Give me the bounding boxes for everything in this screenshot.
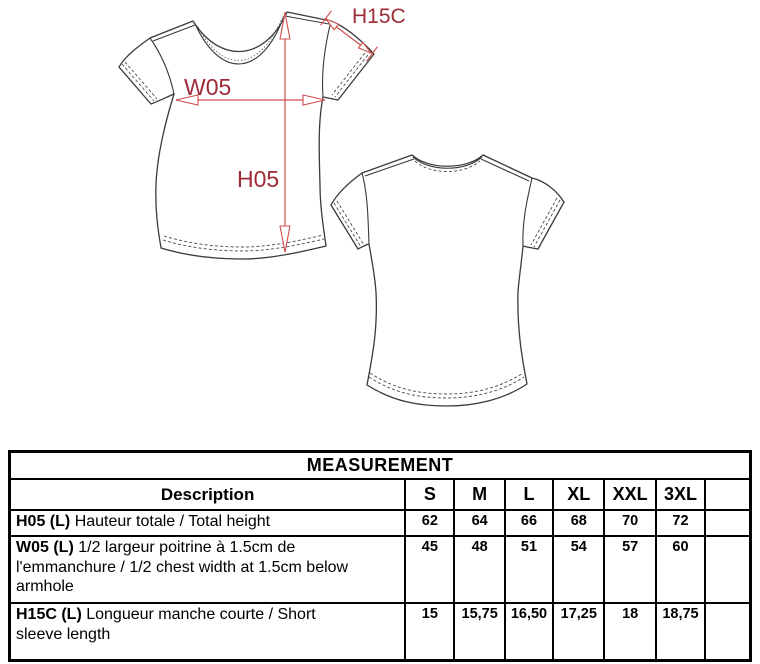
- column-header-s: S: [405, 479, 454, 510]
- column-header-empty: [705, 479, 750, 510]
- measure-description: Longueur manche courte / Short sleeve length: [16, 606, 316, 643]
- column-header-xxl: XXL: [604, 479, 655, 510]
- table-header-row: [10, 479, 751, 510]
- value-cell: 54: [553, 536, 604, 603]
- row-description: [10, 510, 406, 536]
- measure-description: 1/2 largeur poitrine à 1.5cm de l'emmanchure / 1/2 chest width at 1.5cm below armhole: [16, 539, 349, 596]
- measurement-table: [8, 450, 752, 662]
- value-cell: 66: [505, 510, 553, 536]
- value-cell: 45: [405, 536, 454, 603]
- value-cell: 70: [604, 510, 655, 536]
- value-cell: 62: [405, 510, 454, 536]
- value-cell: 18,75: [656, 603, 705, 660]
- table-row-h15c: [10, 603, 751, 660]
- value-cell: 15: [405, 603, 454, 660]
- value-cell: [705, 603, 750, 660]
- value-cell: 60: [656, 536, 705, 603]
- value-cell: 64: [454, 510, 504, 536]
- value-cell: 17,25: [553, 603, 604, 660]
- measure-code: W05 (L): [16, 539, 74, 556]
- h15c-label: H15C: [352, 5, 406, 28]
- h05-label: H05: [237, 166, 280, 192]
- row-description: [10, 536, 406, 603]
- column-header-l: L: [505, 479, 553, 510]
- row-description: [10, 603, 406, 660]
- value-cell: 16,50: [505, 603, 553, 660]
- column-header-description: Description: [10, 479, 406, 510]
- table-title: MEASUREMENT: [10, 452, 751, 480]
- value-cell: 72: [656, 510, 705, 536]
- value-cell: 18: [604, 603, 655, 660]
- value-cell: 68: [553, 510, 604, 536]
- table-row-w05: [10, 536, 751, 603]
- value-cell: [705, 510, 750, 536]
- measure-code: H05 (L): [16, 513, 71, 530]
- measure-code: H15C (L): [16, 606, 82, 623]
- value-cell: 48: [454, 536, 504, 603]
- value-cell: 15,75: [454, 603, 504, 660]
- column-header-3xl: 3XL: [656, 479, 705, 510]
- table-title-row: [10, 452, 751, 480]
- value-cell: 51: [505, 536, 553, 603]
- back-view: [331, 155, 564, 406]
- measure-description: Hauteur totale / Total height: [74, 513, 271, 530]
- value-cell: [705, 536, 750, 603]
- w05-label: W05: [184, 74, 232, 100]
- value-cell: 57: [604, 536, 655, 603]
- table-row-h05: [10, 510, 751, 536]
- front-view: [119, 12, 374, 259]
- column-header-m: M: [454, 479, 504, 510]
- column-header-xl: XL: [553, 479, 604, 510]
